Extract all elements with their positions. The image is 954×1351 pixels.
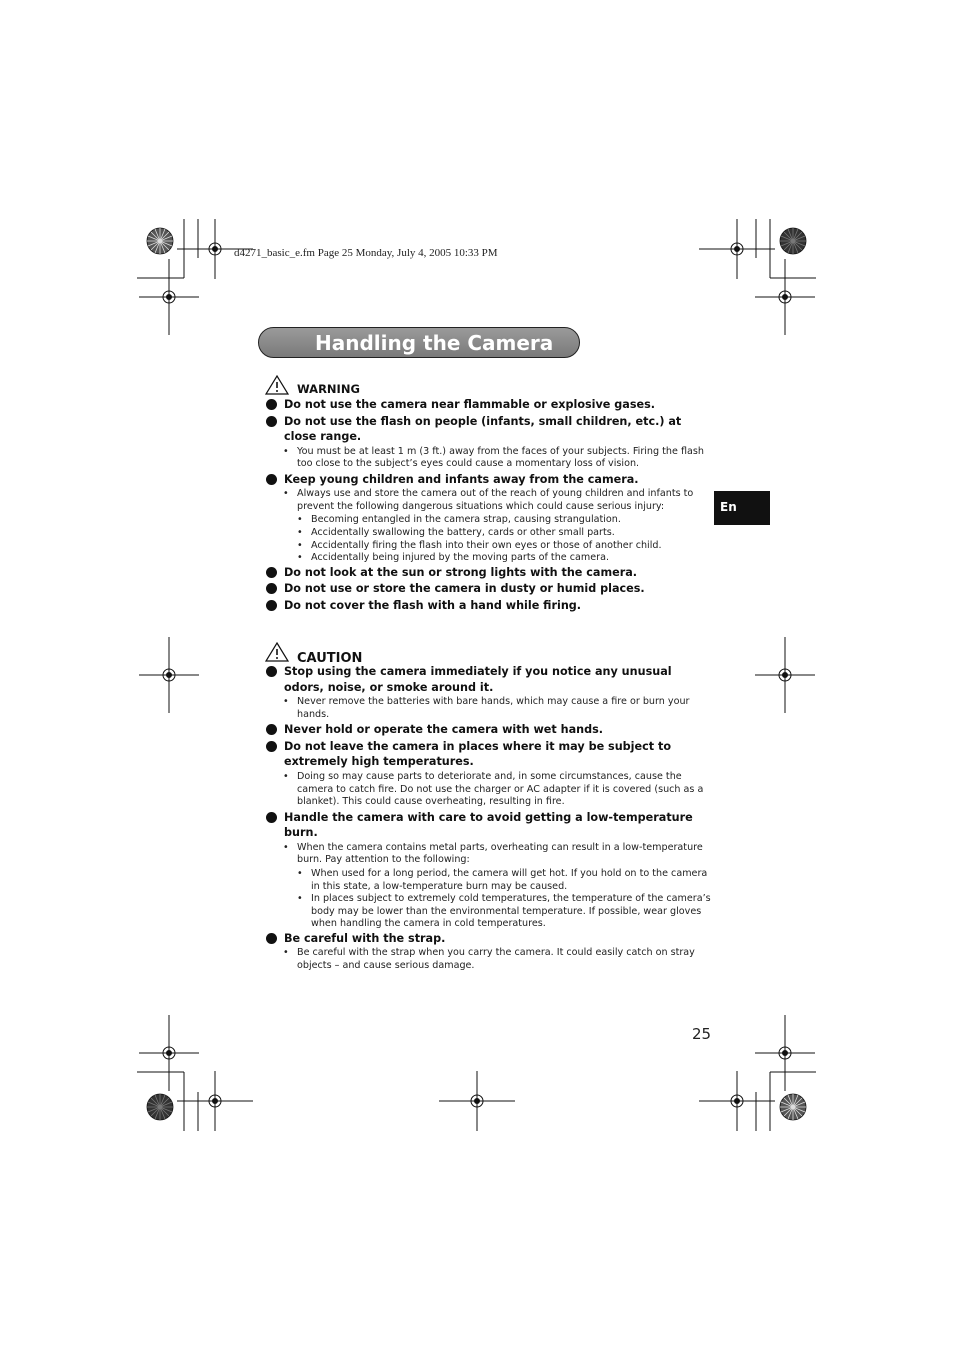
caution-label: CAUTION: [297, 651, 363, 667]
caution-triangle-icon: [265, 642, 289, 662]
safety-content: [265, 373, 715, 974]
caution-rule: [265, 664, 715, 695]
warning-rule: [265, 397, 715, 413]
language-tab-label: En: [720, 500, 737, 514]
warning-rule: [265, 565, 715, 581]
caution-rule-text: Never hold or operate the camera with wet hands.: [284, 723, 604, 737]
warning-note: • Always use and store the camera out of the reach of young children and infants to prevent the following dangerous situations which could cause serious injury:: [265, 488, 715, 513]
bullet-dot-icon: [266, 600, 277, 611]
warning-label: WARNING: [297, 382, 360, 396]
warning-rule: [265, 472, 715, 488]
caution-rule-text: Do not leave the camera in places where it may be subject to extremely high temperatures.: [284, 739, 672, 769]
warning-subnote: • Accidentally firing the flash into their own eyes or those of another child.: [265, 540, 715, 553]
warning-heading: [265, 375, 715, 397]
warning-subnote: • Becoming entangled in the camera strap, causing strangulation.: [265, 514, 715, 527]
bullet-dot-icon: [266, 933, 277, 944]
caution-note: • When the camera contains metal parts, overheating can result in a low-temperature burn. Pay attention to the following:: [265, 842, 715, 867]
warning-triangle-icon: [265, 375, 289, 395]
bullet-dot-icon: [266, 474, 277, 485]
warning-rule-text: Do not cover the flash with a hand while firing.: [284, 598, 582, 612]
warning-note: • You must be at least 1 m (3 ft.) away from the faces of your subjects. Firing the flash too close to the subject’s eyes could cause a momentary loss of vision.: [265, 446, 715, 471]
caution-note: • Never remove the batteries with bare hands, which may cause a fire or burn your hands.: [265, 696, 715, 721]
bullet-dot-icon: [266, 567, 277, 578]
bullet-dot-icon: [266, 741, 277, 752]
caution-rule-text: Handle the camera with care to avoid getting a low-temperature burn.: [284, 810, 693, 840]
warning-list: [265, 397, 715, 613]
warning-rule-text: Do not use or store the camera in dusty or humid places.: [284, 582, 645, 596]
caution-list: [265, 664, 715, 972]
bullet-dot-icon: [266, 583, 277, 594]
caution-note: • Be careful with the strap when you carry the camera. It could easily catch on stray objects – and cause serious damage.: [265, 947, 715, 972]
bullet-dot-icon: [266, 399, 277, 410]
bullet-dot-icon: [266, 812, 277, 823]
bullet-dot-icon: [266, 416, 277, 427]
bullet-dot-icon: [266, 724, 277, 735]
warning-rule-text: Do not look at the sun or strong lights with the camera.: [284, 565, 638, 579]
file-header-line: d4271_basic_e.fm Page 25 Monday, July 4, 2005 10:33 PM: [234, 247, 498, 259]
caution-rule: [265, 739, 715, 770]
caution-subnote: • When used for a long period, the camera will get hot. If you hold on to the camera in this state, a low-temperature burn may be caused.: [265, 868, 715, 893]
warning-rule: [265, 598, 715, 614]
caution-rule-text: Stop using the camera immediately if you notice any unusual odors, noise, or smoke around it.: [284, 665, 672, 694]
caution-rule: [265, 722, 715, 738]
caution-heading: [265, 642, 715, 667]
page-number: 25: [692, 1025, 712, 1043]
page-title: Handling the Camera: [315, 331, 554, 355]
warning-rule: [265, 581, 715, 597]
warning-subnote: • Accidentally swallowing the battery, cards or other small parts.: [265, 527, 715, 540]
warning-rule-text: Keep young children and infants away from the camera.: [284, 472, 639, 486]
warning-rule: [265, 414, 715, 445]
caution-rule: [265, 810, 715, 841]
caution-subnote: • In places subject to extremely cold temperatures, the temperature of the camera’s body may be lower than the environmental temperature. If possible, wear gloves when handling the camera in cold temperatures.: [265, 893, 715, 931]
caution-note: • Doing so may cause parts to deteriorate and, in some circumstances, cause the camera to catch fire. Do not use the charger or AC adapter if it is covered (such as a blanket). This could cause overheating, resulting in fire.: [265, 771, 715, 809]
language-tab: [714, 491, 770, 525]
warning-rule-text: Do not use the camera near flammable or explosive gases.: [284, 398, 656, 411]
page-title-banner: [258, 327, 580, 358]
caution-rule: [265, 931, 715, 947]
warning-rule-text: Do not use the flash on people (infants, small children, etc.) at close range.: [284, 414, 682, 443]
bullet-dot-icon: [266, 666, 277, 677]
warning-subnote: • Accidentally being injured by the moving parts of the camera.: [265, 552, 715, 565]
caution-rule-text: Be careful with the strap.: [284, 931, 446, 945]
